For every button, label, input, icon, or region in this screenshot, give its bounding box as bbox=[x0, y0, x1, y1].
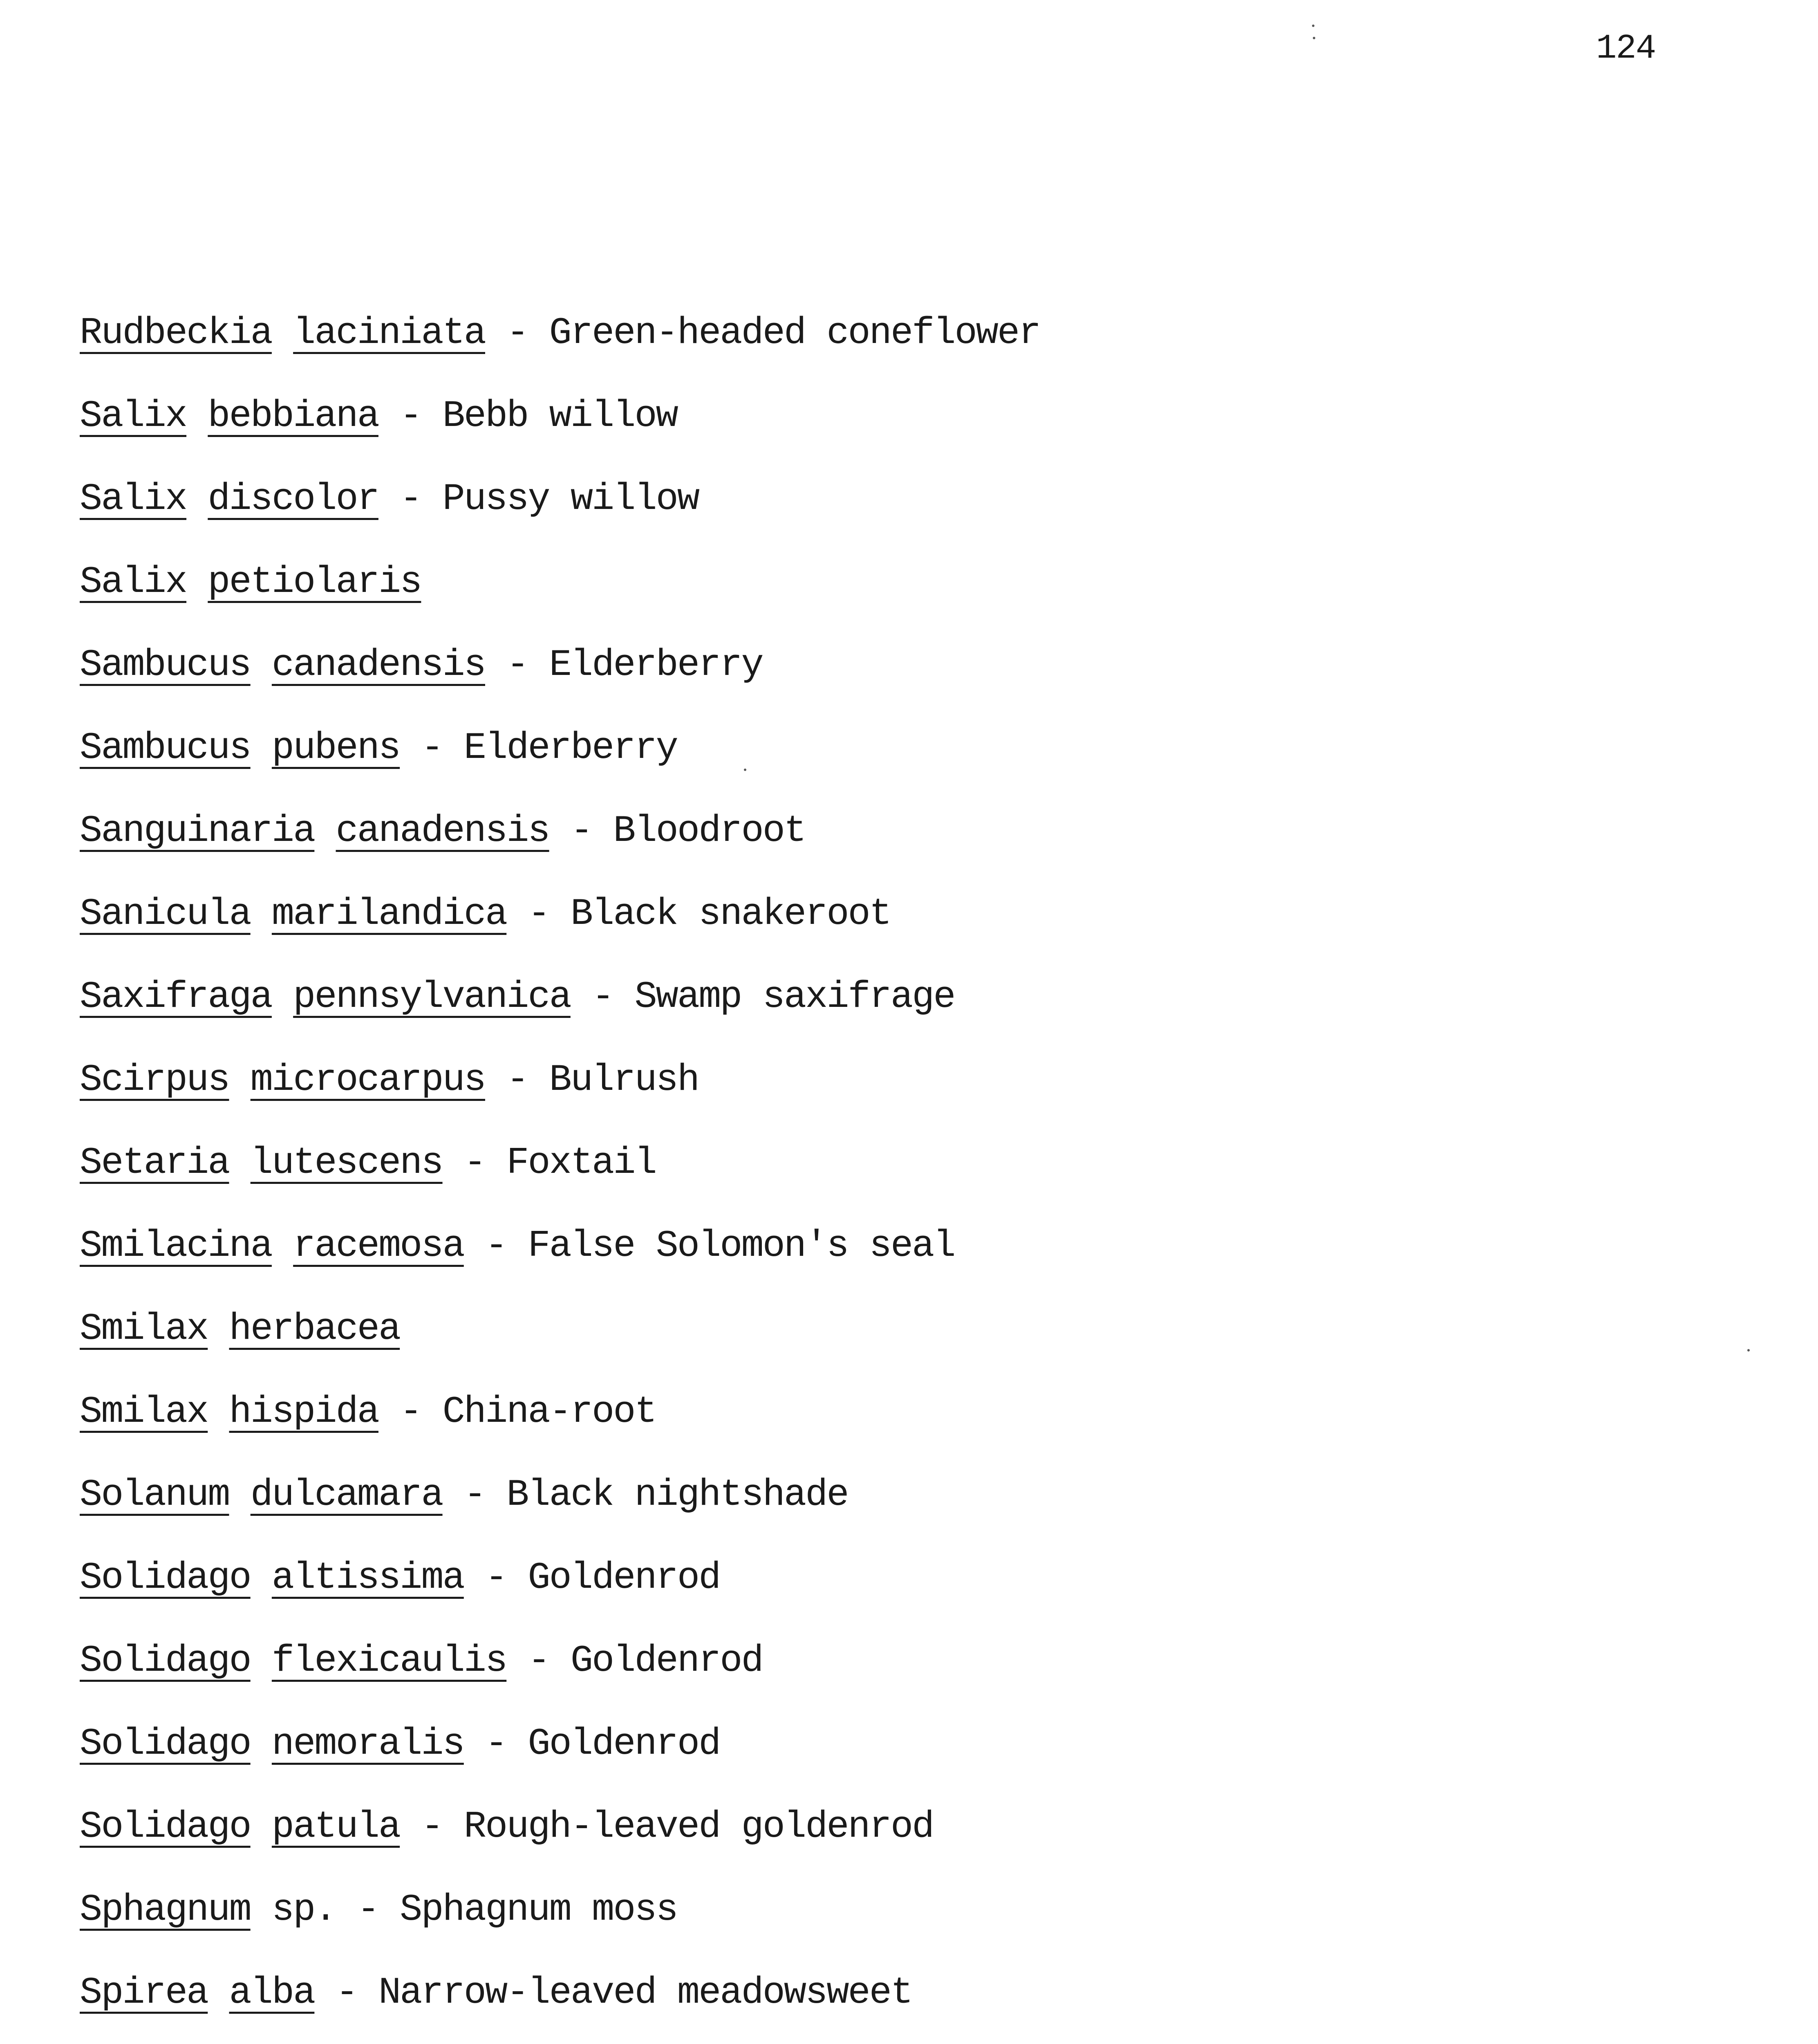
common-name: - Foxtail bbox=[442, 1141, 656, 1184]
common-name: - Black snakeroot bbox=[506, 892, 891, 935]
list-item bbox=[80, 554, 1040, 637]
genus-name: Smilax bbox=[80, 1307, 208, 1350]
genus-name: Smilacina bbox=[80, 1224, 272, 1267]
scan-speck bbox=[1747, 1349, 1750, 1351]
list-item bbox=[80, 388, 1040, 471]
list-item bbox=[80, 1715, 1040, 1798]
species-epithet: flexicaulis bbox=[271, 1639, 507, 1682]
scan-speck bbox=[1313, 37, 1315, 39]
list-item bbox=[80, 802, 1040, 885]
species-epithet: canadensis bbox=[336, 809, 549, 852]
common-name: - Green-headed coneflower bbox=[485, 312, 1040, 354]
common-name: - Elderberry bbox=[400, 726, 677, 769]
list-item bbox=[80, 1051, 1040, 1134]
page-number: 124 bbox=[1596, 29, 1656, 68]
list-item bbox=[80, 1549, 1040, 1632]
list-item bbox=[80, 1632, 1040, 1715]
list-item bbox=[80, 305, 1040, 388]
list-item bbox=[80, 1217, 1040, 1300]
scan-speck bbox=[1312, 25, 1314, 27]
list-item bbox=[80, 719, 1040, 802]
list-item bbox=[80, 1881, 1040, 1964]
species-epithet: dulcamara bbox=[250, 1473, 443, 1516]
list-item bbox=[80, 637, 1040, 719]
genus-name: Sphagnum bbox=[80, 1888, 251, 1931]
genus-name: Solidago bbox=[80, 1639, 251, 1682]
list-item bbox=[80, 1964, 1040, 2044]
common-name: - Narrow-leaved meadowsweet bbox=[314, 1971, 912, 2014]
genus-name: Scirpus bbox=[80, 1058, 229, 1101]
species-epithet: discolor bbox=[208, 477, 378, 520]
common-name: - Pussy willow bbox=[378, 477, 699, 520]
list-item bbox=[80, 1466, 1040, 1549]
genus-name: Solanum bbox=[80, 1473, 229, 1516]
scan-speck bbox=[744, 769, 746, 771]
common-name: - Goldenrod bbox=[463, 1556, 720, 1599]
genus-name: Sanicula bbox=[80, 892, 251, 935]
common-name: - Bulrush bbox=[485, 1058, 699, 1101]
genus-name: Saxifraga bbox=[80, 975, 272, 1018]
genus-name: Sanguinaria bbox=[80, 809, 315, 852]
genus-name: Solidago bbox=[80, 1805, 251, 1848]
species-epithet: hispida bbox=[229, 1390, 378, 1433]
list-item bbox=[80, 471, 1040, 554]
genus-name: Sambucus bbox=[80, 726, 251, 769]
species-epithet: nemoralis bbox=[271, 1722, 464, 1765]
common-name: - Bloodroot bbox=[549, 809, 806, 852]
common-name: - Black nightshade bbox=[442, 1473, 848, 1516]
species-epithet: canadensis bbox=[271, 643, 485, 686]
species-epithet: petiolaris bbox=[208, 560, 421, 603]
common-name: - Bebb willow bbox=[378, 394, 677, 437]
list-item bbox=[80, 968, 1040, 1051]
common-name: - China-root bbox=[378, 1390, 656, 1433]
species-epithet: lutescens bbox=[250, 1141, 443, 1184]
common-name: - False Solomon's seal bbox=[463, 1224, 955, 1267]
genus-name: Smilax bbox=[80, 1390, 208, 1433]
species-epithet: alba bbox=[229, 1971, 315, 2014]
genus-name: Rudbeckia bbox=[80, 312, 272, 354]
species-list bbox=[80, 305, 1040, 2044]
genus-name: Salix bbox=[80, 560, 187, 603]
species-epithet: pennsylvanica bbox=[293, 975, 571, 1018]
list-item bbox=[80, 1134, 1040, 1217]
species-epithet: pubens bbox=[271, 726, 400, 769]
common-name: - Goldenrod bbox=[463, 1722, 720, 1765]
species-epithet: laciniata bbox=[293, 312, 485, 354]
common-name: - Swamp saxifrage bbox=[570, 975, 955, 1018]
list-item bbox=[80, 1300, 1040, 1383]
genus-name: Salix bbox=[80, 477, 187, 520]
genus-name: Sambucus bbox=[80, 643, 251, 686]
species-epithet: bebbiana bbox=[208, 394, 378, 437]
list-item bbox=[80, 1383, 1040, 1466]
common-name: - Rough-leaved goldenrod bbox=[400, 1805, 934, 1848]
genus-name: Solidago bbox=[80, 1722, 251, 1765]
genus-name: Spirea bbox=[80, 1971, 208, 2014]
species-epithet: herbacea bbox=[229, 1307, 400, 1350]
species-epithet: patula bbox=[271, 1805, 400, 1848]
species-epithet: microcarpus bbox=[250, 1058, 485, 1101]
genus-name: Setaria bbox=[80, 1141, 229, 1184]
species-epithet: racemosa bbox=[293, 1224, 464, 1267]
common-name: - Goldenrod bbox=[506, 1639, 763, 1682]
list-item bbox=[80, 885, 1040, 968]
genus-name: Salix bbox=[80, 394, 187, 437]
genus-name: Solidago bbox=[80, 1556, 251, 1599]
common-name: sp. - Sphagnum moss bbox=[250, 1888, 677, 1931]
species-epithet: marilandica bbox=[271, 892, 507, 935]
common-name: - Elderberry bbox=[485, 643, 763, 686]
species-epithet: altissima bbox=[271, 1556, 464, 1599]
list-item bbox=[80, 1798, 1040, 1881]
